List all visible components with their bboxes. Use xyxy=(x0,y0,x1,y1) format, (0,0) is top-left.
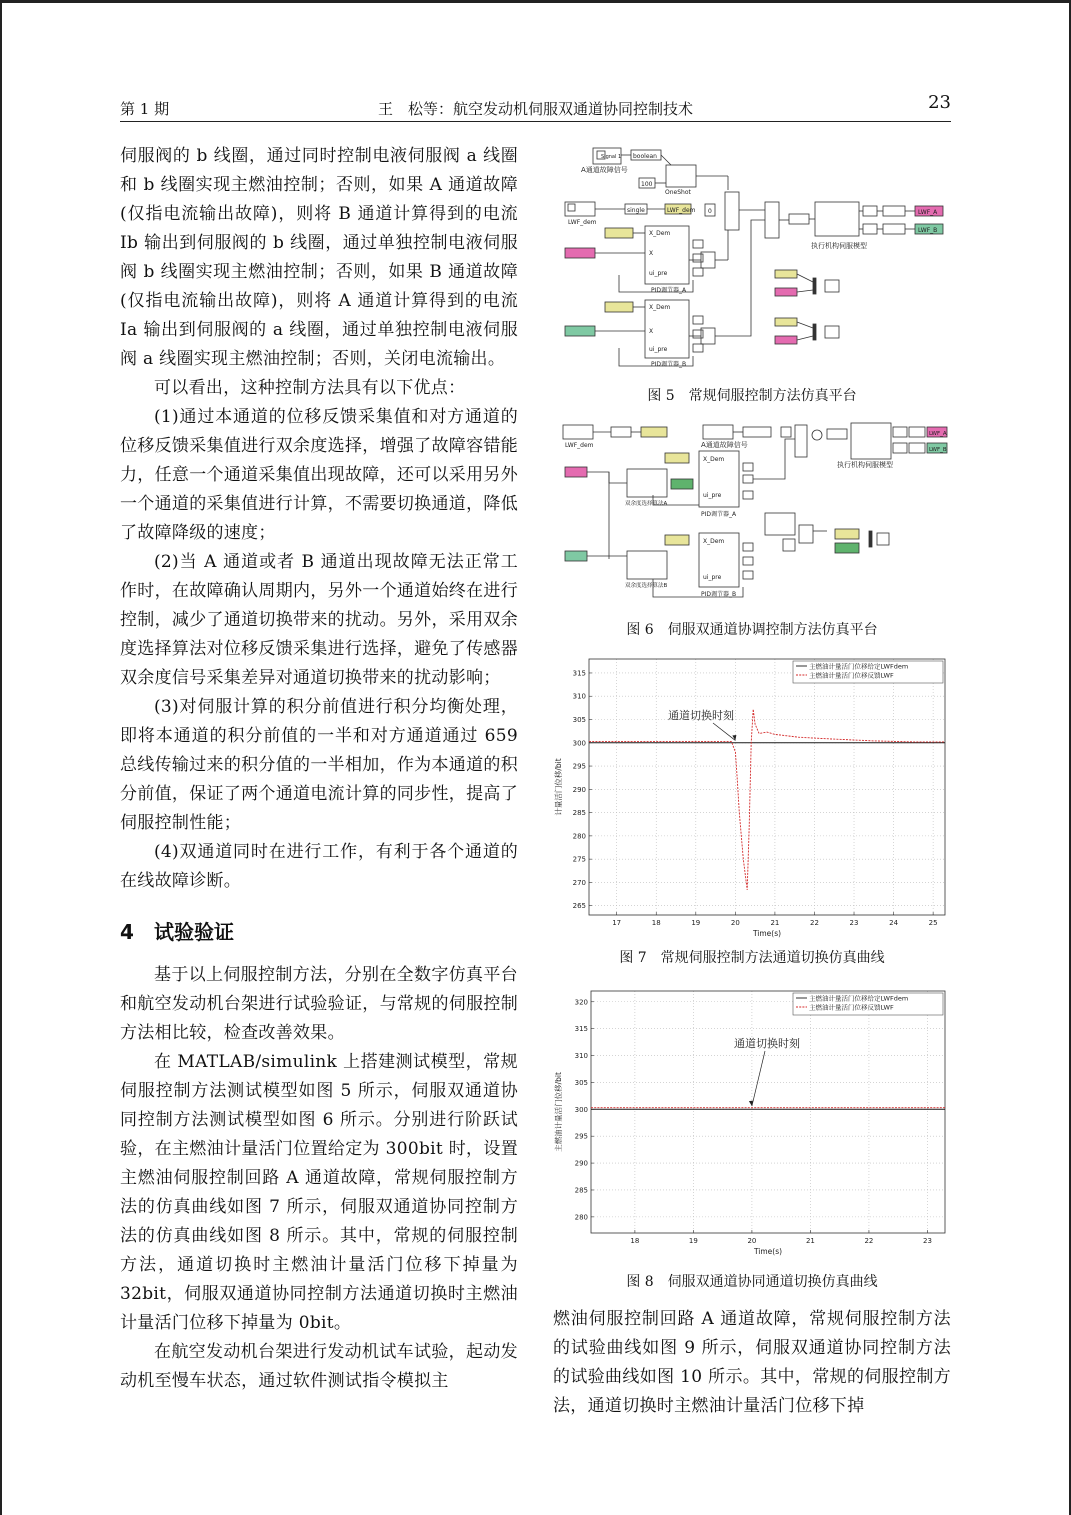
section-title: 试验验证 xyxy=(154,920,234,944)
label: X_Dem xyxy=(649,230,671,237)
x-tick-label: 25 xyxy=(928,919,938,927)
x-tick-label: 22 xyxy=(864,1237,874,1245)
paragraph: 在航空发动机台架进行发动机试车试验，起动发动机至慢车状态，通过软件测试指令模拟主 xyxy=(120,1342,518,1391)
x-tick-label: 20 xyxy=(730,919,740,927)
label: LWF_A xyxy=(918,209,938,216)
annotation-arrow xyxy=(752,1051,765,1106)
label: X xyxy=(649,250,654,257)
y-axis-label: 主燃油计量活门位移/bit xyxy=(554,1072,563,1152)
label: 100 xyxy=(641,181,653,188)
label: LWF_dem xyxy=(565,442,594,449)
paragraph: 可以看出，这种控制方法具有以下优点： xyxy=(154,378,466,398)
y-tick-label: 305 xyxy=(572,716,586,725)
x-tick-label: 21 xyxy=(770,919,780,927)
label: X_Dem xyxy=(703,456,725,463)
page-border-left xyxy=(0,0,2,1515)
label: PID调节器_A xyxy=(701,511,737,518)
y-tick-label: 300 xyxy=(574,1105,588,1114)
x-axis-label: Time(s) xyxy=(752,929,782,938)
y-tick-label: 300 xyxy=(572,739,586,748)
y-tick-label: 295 xyxy=(574,1132,588,1141)
section-heading xyxy=(120,916,518,945)
header-rule xyxy=(120,121,951,122)
label: 执行机构伺服模型 xyxy=(811,242,867,250)
label: X_Dem xyxy=(649,304,671,311)
running-header xyxy=(120,92,951,122)
label: X_Dem xyxy=(703,538,725,545)
label: single xyxy=(627,207,645,214)
label: PID调节器_B xyxy=(701,591,737,598)
label: ui_pre xyxy=(703,574,722,581)
y-tick-label: 285 xyxy=(574,1186,588,1195)
x-tick-label: 22 xyxy=(810,919,819,927)
plot-frame xyxy=(591,991,945,1233)
label: ui_pre xyxy=(649,270,668,277)
simulink-diagram-fig6 xyxy=(553,419,951,617)
label: LWF_B xyxy=(918,227,938,234)
figure-6 xyxy=(553,419,951,617)
y-tick-label: 315 xyxy=(572,669,586,678)
figure-5 xyxy=(553,140,951,375)
x-tick-label: 23 xyxy=(849,919,859,927)
paragraph: 在 MATLAB/simulink 上搭建测试模型，常规伺服控制方法测试模型如图 5 所示，伺服双通道协同控制方法测试模型如图 6 所示。分别进行阶跃试验，在主燃油计量活门位置给定为 300bit 时，设置主燃油伺服控制回路 A 通道故障，常规伺服控制方法的仿真曲线如图 7 所示，伺服双通道协同控制方法的仿真曲线如图 8 所示。其中，常规的伺服控制方法，通道切换时主燃油计量活门位移下掉量为 32bit，伺服双通道协同控制方法通道切换时主燃油计量活门位移下掉量为 0bit。 xyxy=(120,1052,518,1333)
figure-8-caption: 图 8 伺服双通道协同通道切换仿真曲线 xyxy=(626,1274,878,1290)
legend-label: 主燃油计量活门位移给定LWFdem xyxy=(809,662,909,671)
label: OneShot xyxy=(665,189,691,196)
legend-label: 主燃油计量活门位移反馈LWF xyxy=(809,1003,894,1012)
paragraph: (3)对伺服计算的积分前值进行积分均衡处理，即将本通道的积分前值的一半和对方通道通过 659 总线传输过来的积分值的一半相加，作为本通道的积分前值，保证了两个通道电流计算的同步性，提高了伺服控制性能； xyxy=(120,697,518,833)
paragraph: 基于以上伺服控制方法，分别在全数字仿真平台和航空发动机台架进行试验验证，与常规的伺服控制方法相比较，检查改善效果。 xyxy=(120,965,518,1043)
chart-fig7 xyxy=(553,651,951,938)
x-tick-label: 18 xyxy=(630,1237,640,1245)
label: LWF_dem xyxy=(667,207,696,214)
x-tick-label: 23 xyxy=(922,1237,932,1245)
y-tick-label: 320 xyxy=(574,998,588,1007)
label: A通道故障信号 xyxy=(581,166,628,174)
figure-7-caption: 图 7 常规伺服控制方法通道切换仿真曲线 xyxy=(619,950,885,966)
legend-label: 主燃油计量活门位移给定LWFdem xyxy=(809,994,909,1003)
y-tick-label: 315 xyxy=(574,1025,588,1034)
paragraph: 燃油伺服控制回路 A 通道故障，常规伺服控制方法的试验曲线如图 9 所示，伺服双通道协同控制方法的试验曲线如图 10 所示。其中，常规的伺服控制方法，通道切换时主燃油计量活门位移下掉 xyxy=(553,1309,951,1416)
y-tick-label: 280 xyxy=(574,1213,588,1222)
y-tick-label: 275 xyxy=(572,855,586,864)
running-title: 王 松等：航空发动机伺服双通道协同控制技术 xyxy=(377,100,693,118)
paragraph: (2)当 A 通道或者 B 通道出现故障无法正常工作时，在故障确认周期内，另外一个通道始终在进行控制，减少了通道切换带来的扰动。另外，采用双余度选择算法对位移反馈采集进行选择，避免了传感器双余度信号采集差异对通道切换带来的扰动影响； xyxy=(120,552,518,688)
paragraph: (4)双通道同时在进行工作，有利于各个通道的在线故障诊断。 xyxy=(120,842,518,891)
label: PID调节器_A xyxy=(651,287,687,294)
y-tick-label: 310 xyxy=(572,692,586,701)
label: ui_pre xyxy=(703,492,722,499)
y-axis-label: 计量活门位移/bit xyxy=(554,758,563,816)
y-tick-label: 280 xyxy=(572,832,586,841)
label: LWF_A xyxy=(929,431,947,437)
annotation-arrow xyxy=(713,723,735,740)
y-tick-label: 290 xyxy=(574,1159,588,1168)
label: Signal 1 xyxy=(601,154,622,160)
x-tick-label: 18 xyxy=(651,919,661,927)
x-tick-label: 19 xyxy=(691,919,701,927)
paragraph: 伺服阀的 b 线圈，通过同时控制电液伺服阀 a 线圈和 b 线圈实现主燃油控制；否则，如果 A 通道故障(仅指电流输出故障)，则将 B 通道计算得到的电流 Ib 输出到伺服阀的 b 线圈，通过单独控制电液伺服阀 b 线圈实现主燃油控制；否则，如果 B 通道故障(仅指电流输出故障)，则将 A 通道计算得到的电流 Ia 输出到伺服阀的 a 线圈，通过单独控制电液伺服阀 a 线圈实现主燃油控制；否则，关闭电流输出。 xyxy=(120,146,518,369)
figure-6-caption: 图 6 伺服双通道协调控制方法仿真平台 xyxy=(626,622,878,638)
y-tick-label: 265 xyxy=(572,902,586,911)
y-tick-label: 270 xyxy=(572,878,586,887)
label: LWF_B xyxy=(929,447,947,453)
label: A通道故障信号 xyxy=(701,441,748,449)
series-line xyxy=(589,709,945,890)
label: boolean xyxy=(633,153,657,160)
figure-8 xyxy=(553,985,951,1261)
annotation-text: 通道切换时刻 xyxy=(668,709,734,722)
label: LWF_dem xyxy=(568,219,597,226)
figure-5-caption: 图 5 常规伺服控制方法仿真平台 xyxy=(647,388,857,404)
section-number: 4 xyxy=(120,920,134,944)
label: X xyxy=(649,328,654,335)
page-number: 23 xyxy=(928,92,951,113)
annotation-text: 通道切换时刻 xyxy=(734,1037,800,1050)
y-tick-label: 290 xyxy=(572,785,586,794)
simulink-diagram-fig5 xyxy=(553,140,951,375)
y-tick-label: 285 xyxy=(572,809,586,818)
legend-label: 主燃油计量活门位移反馈LWF xyxy=(809,671,894,680)
y-tick-label: 310 xyxy=(574,1052,588,1061)
x-tick-label: 21 xyxy=(805,1237,815,1245)
x-axis-label: Time(s) xyxy=(753,1247,783,1256)
label: ui_pre xyxy=(649,346,668,353)
page-border-top xyxy=(0,0,1071,3)
y-tick-label: 305 xyxy=(574,1078,588,1087)
x-tick-label: 20 xyxy=(747,1237,757,1245)
label: 执行机构伺服模型 xyxy=(837,461,893,469)
label: 0 xyxy=(708,208,712,215)
x-tick-label: 24 xyxy=(889,919,899,927)
issue-label: 第 1 期 xyxy=(120,100,170,118)
figure-7 xyxy=(553,651,951,938)
label: 双余度选择算法A xyxy=(625,501,668,507)
left-column xyxy=(120,142,518,1396)
y-tick-label: 295 xyxy=(572,762,586,771)
label: PID调节器_B xyxy=(651,361,687,368)
plot-frame xyxy=(589,659,945,915)
x-tick-label: 19 xyxy=(688,1237,698,1245)
chart-fig8 xyxy=(553,985,951,1261)
right-column xyxy=(553,140,951,1421)
x-tick-label: 17 xyxy=(612,919,622,927)
paragraph: (1)通过本通道的位移反馈采集值和对方通道的位移反馈采集值进行双余度选择，增强了故障容错能力，任意一个通道采集值出现故障，还可以采用另外一个通道的采集值进行计算，不需要切换通道，降低了故障降级的速度； xyxy=(120,407,518,543)
label: 双余度选择算法B xyxy=(625,583,668,589)
